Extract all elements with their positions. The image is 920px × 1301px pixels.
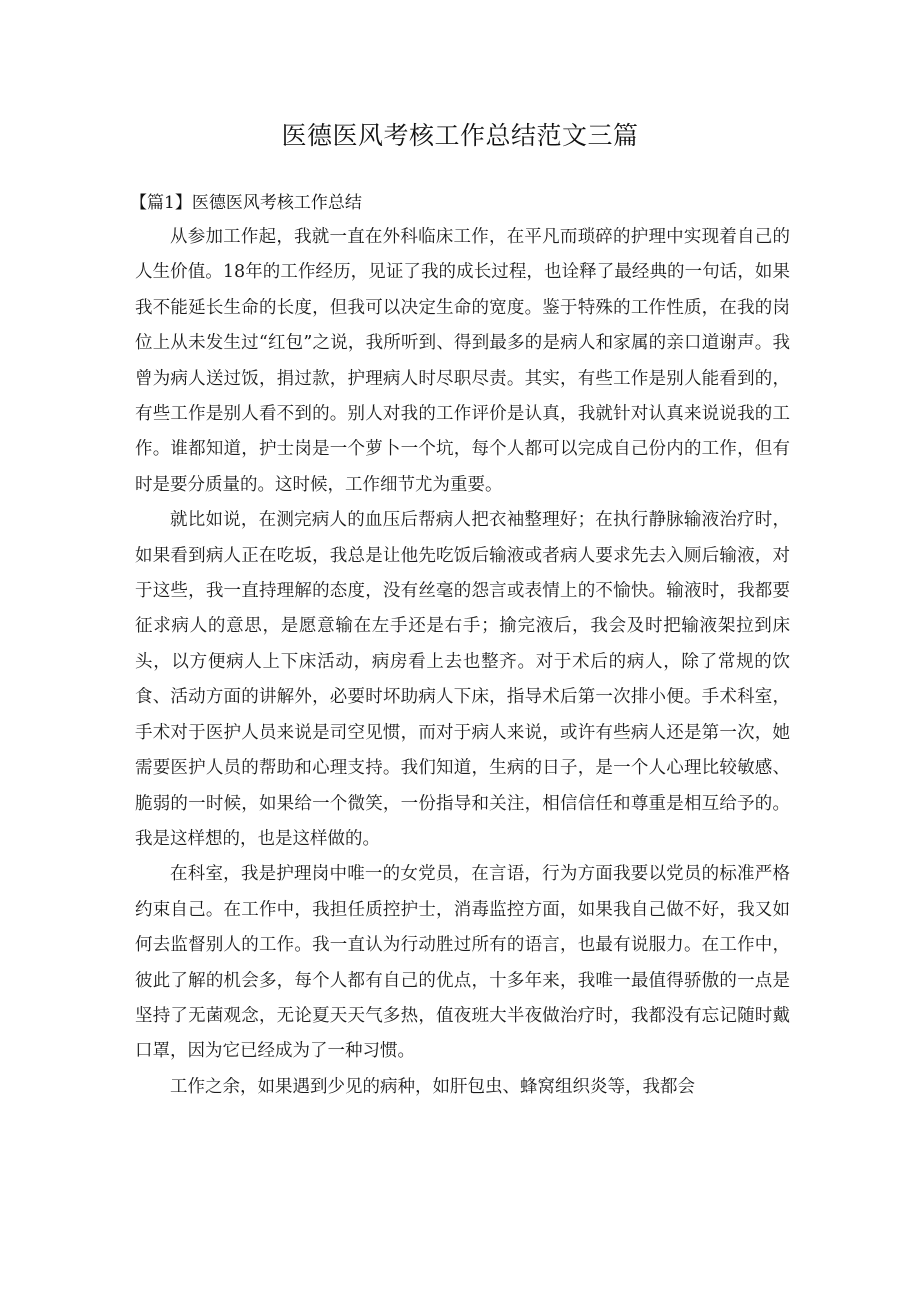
document-body bbox=[135, 220, 790, 1105]
paragraph: 从参加工作起，我就一直在外科临床工作，在平凡而琐碎的护理中实现着自己的人生价值。18年的工作经历，见证了我的成长过程，也诠释了最经典的一句话，如果我不能延长生命的长度，但我可以决定生命的宽度。鉴于特殊的工作性质，在我的岗位上从未发生过“红包”之说，我所听到、得到最多的是病人和家属的亲口道谢声。我曾为病人送过饭，捐过款，护理病人时尽职尽责。其实，有些工作是别人能看到的，有些工作是别人看不到的。别人对我的工作评价是认真，我就针对认真来说说我的工作。谁都知道，护士岗是一个萝卜一个坑，每个人都可以完成自己份内的工作，但有时是要分质量的。这时候，工作细节尤为重要。 bbox=[135, 227, 790, 495]
document-title: 医德医风考核工作总结范文三篇 bbox=[281, 121, 639, 150]
section-heading: 【篇1】医德医风考核工作总结 bbox=[130, 193, 362, 213]
paragraph: 在科室，我是护理岗中唯一的女党员，在言语，行为方面我要以党员的标准严格约束自己。在工作中，我担任质控护士，消毒监控方面，如果我自己做不好，我又如何去监督别人的工作。我一直认为行动胜过所有的语言，也最有说服力。在工作中，彼此了解的机会多，每个人都有自己的优点，十多年来，我唯一最值得骄傲的一点是坚持了无菌观念，无论夏天天气多热，值夜班大半夜做治疗时，我都没有忘记随时戴口罩，因为它已经成为了一种习惯。 bbox=[135, 864, 790, 1062]
paragraph: 工作之余，如果遇到少见的病种，如肝包虫、蜂窝组织炎等，我都会 bbox=[170, 1076, 695, 1097]
paragraph: 就比如说，在测完病人的血压后帮病人把衣袖整理好；在执行静脉输液治疗时，如果看到病人正在吃坂，我总是让他先吃饭后输液或者病人要求先去入厕后输液，对于这些，我一直持理解的态度，没有丝毫的怨言或表情上的不愉快。输液时，我都要征求病人的意思，是愿意输在左手还是右手；揄完液后，我会及时把输液架拉到床头，以方便病人上下床活动，病房看上去也整齐。对于术后的病人，除了常规的饮食、活动方面的讲解外，必要时坏助病人下床，指导术后第一次排小便。手术科室，手术对于医护人员来说是司空见惯，而对于病人来说，或许有些病人还是第一次，她需要医护人员的帮助和心理支持。我们知道，生病的日子，是一个人心理比较敏感、脆弱的一时候，如果给一个微笑，一份指导和关注，相信信任和尊重是相互给予的。我是这样想的，也是这样做的。 bbox=[135, 510, 790, 849]
